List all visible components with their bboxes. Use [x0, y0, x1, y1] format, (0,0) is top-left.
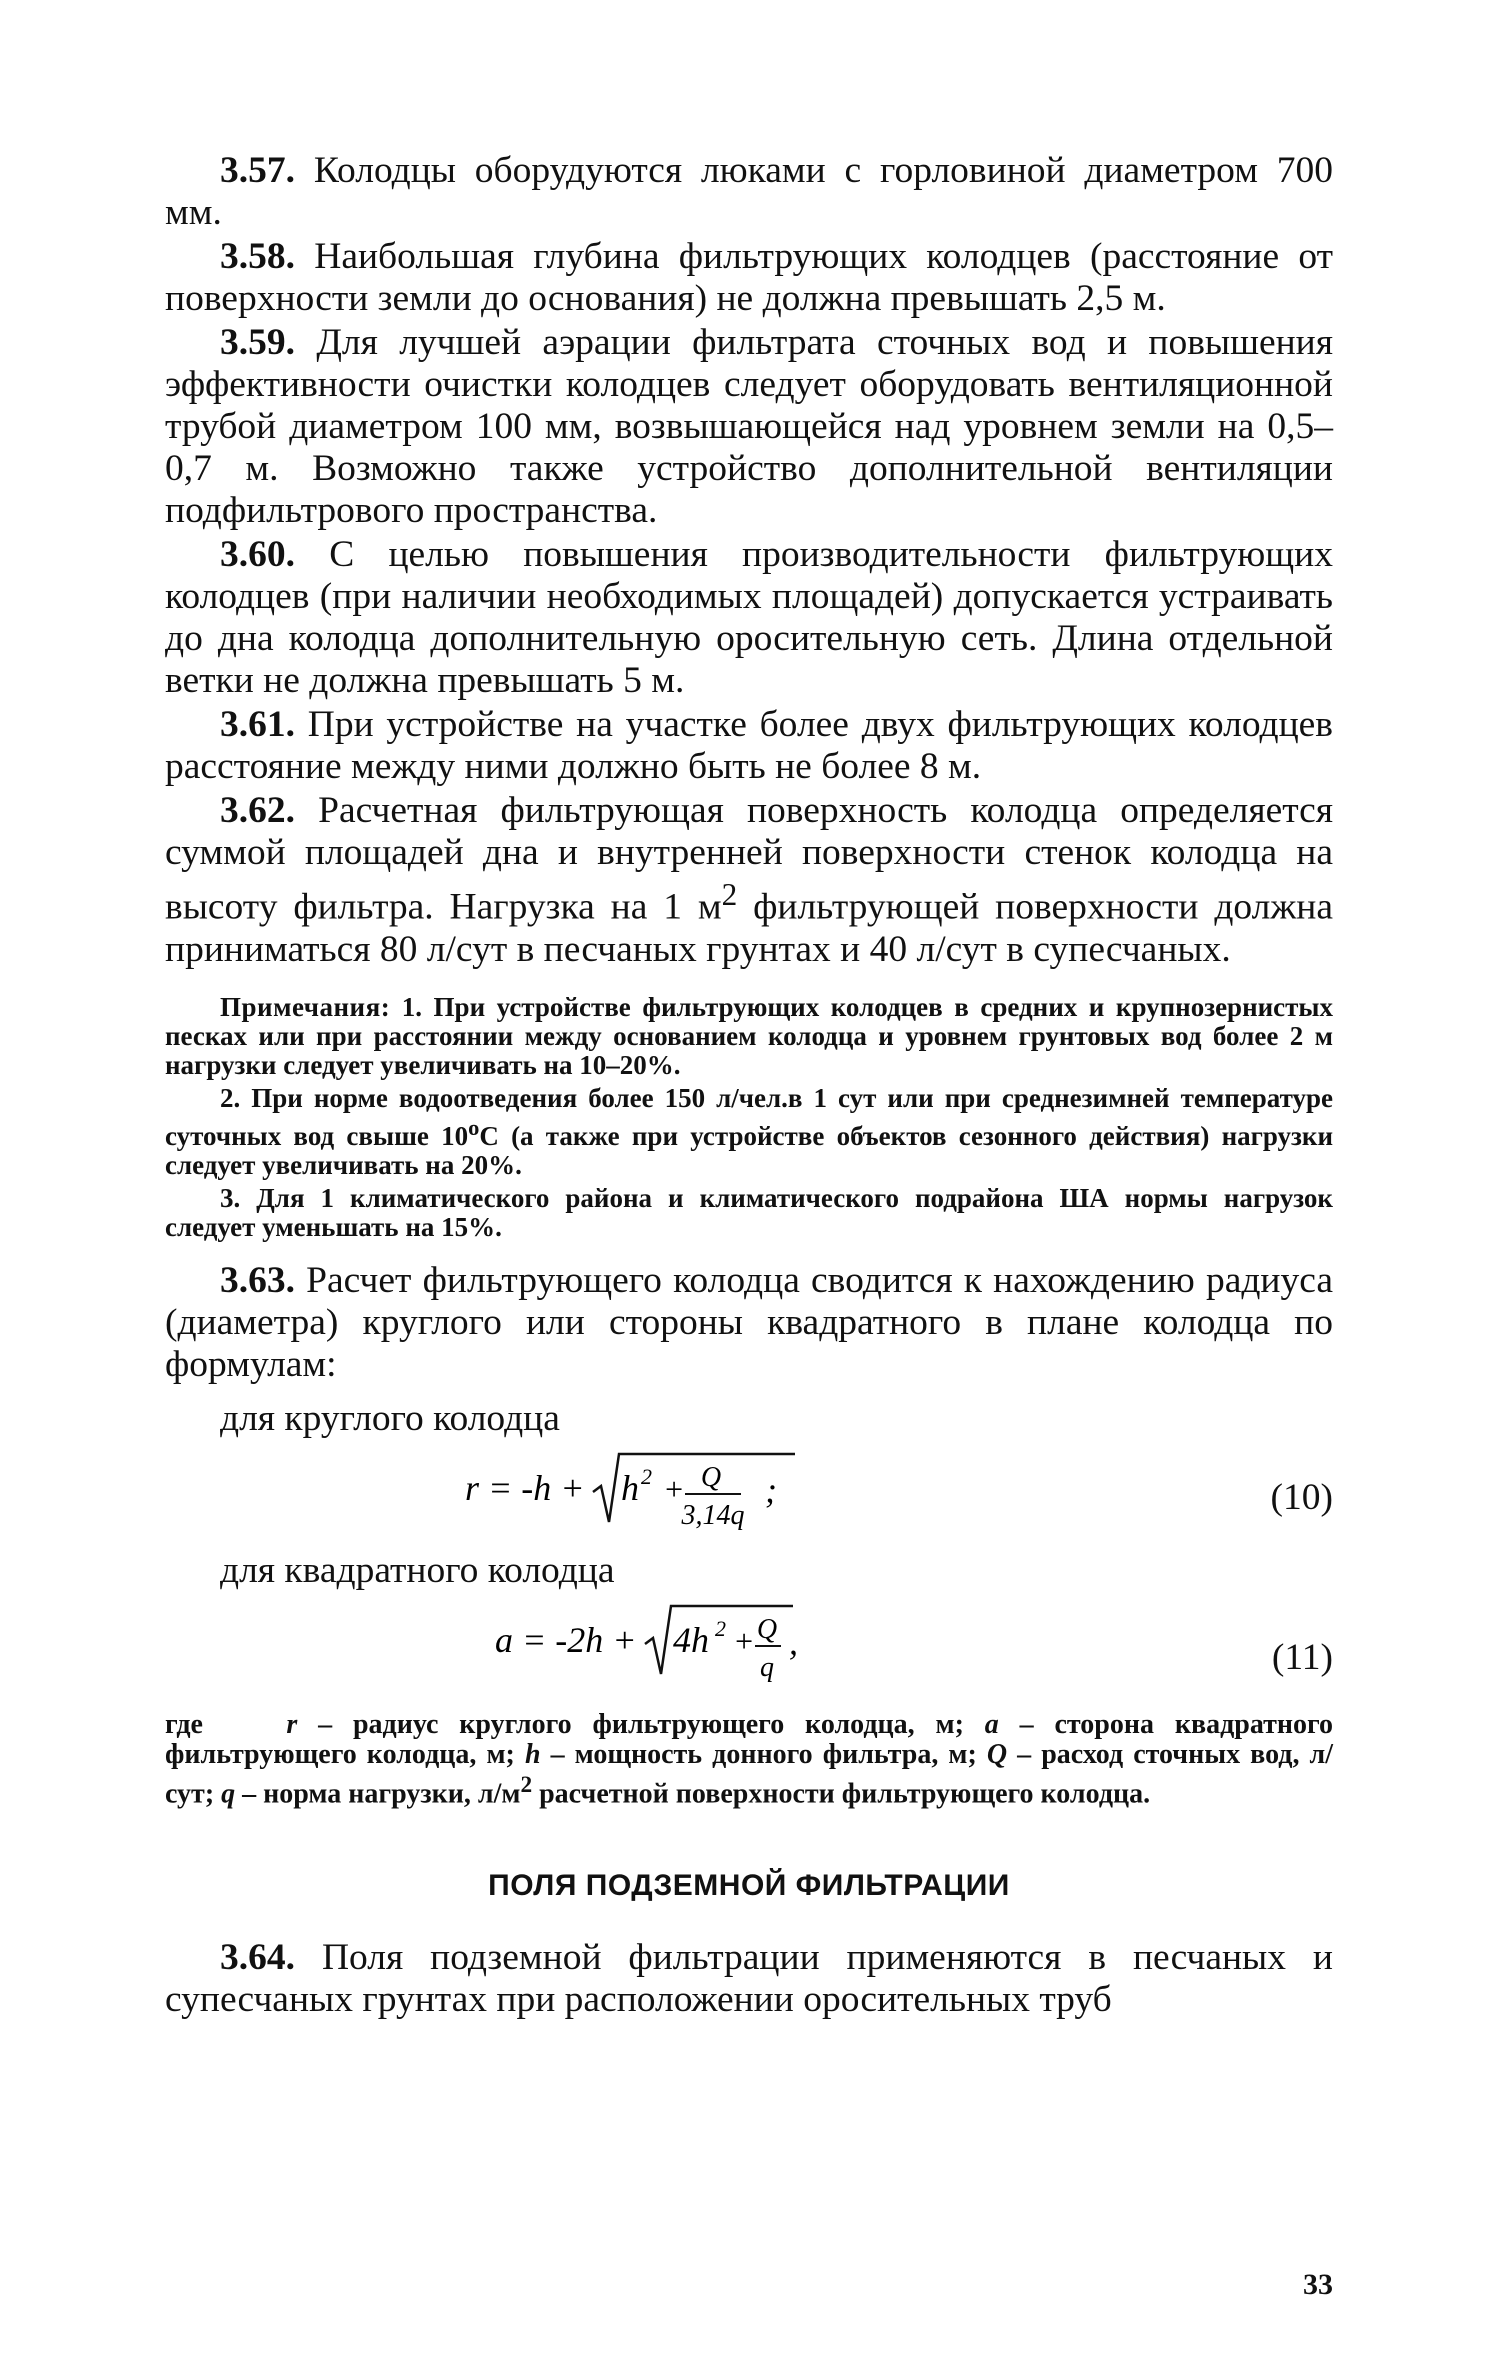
fraction-denominator: 3,14q	[681, 1499, 745, 1531]
paragraph-text: Расчетная фильтрующая поверхность колодца определяется суммой площадей дна и внутренней поверхности стенок колодца на высоту фильтра. Нагрузка на 1 м	[165, 790, 1334, 928]
paragraph-text: С целью повышения производительности фильтрующих колодцев (при наличии необходимых площадей) допускается устраивать до дна колодца дополнительную оросительную сеть. Длина отдельной ветки не должна превышать 5 м.	[165, 534, 1333, 701]
page-number: 33	[1303, 2268, 1333, 2301]
formula-punctuation: ;	[765, 1469, 777, 1510]
paragraph-3-63	[165, 1260, 1333, 1386]
paragraph-text: Поля подземной фильтрации применяются в песчаных и супесчаных грунтах при расположении оросительных труб	[165, 1936, 1333, 2020]
paragraph-text: Для лучшей аэрации фильтрата сточных вод и повышения эффективности очистки колодцев следует оборудовать вентиляционной трубой диаметром 100 мм, возвышающейся над уровнем земли на 0,5–0,7 м. Возможно также устройство дополнительной вентиляции подфильтрового пространства.	[165, 322, 1334, 531]
symbol-definitions	[165, 1710, 1333, 1809]
notes-heading: Примечания:	[220, 991, 391, 1022]
superscript: 2	[721, 877, 738, 912]
paragraph-number: 3.64.	[220, 1936, 295, 1978]
formula-11-label: для квадратного колодца	[220, 1549, 615, 1591]
paragraph-3-57	[165, 150, 1333, 234]
paragraph-number: 3.57.	[220, 150, 295, 191]
radicand-term: 4h	[673, 1619, 709, 1660]
symbol: a	[984, 1708, 999, 1740]
notes-block	[165, 993, 1333, 1242]
formula-lhs: a = -2h +	[495, 1619, 637, 1660]
paragraph-3-59	[165, 322, 1333, 532]
paragraph-3-58	[165, 236, 1333, 320]
fraction-numerator: Q	[700, 1461, 722, 1493]
symbol: Q	[986, 1738, 1008, 1770]
fraction-denominator: q	[760, 1651, 774, 1683]
paragraph-text: При устройстве на участке более двух фильтрующих колодцев расстояние между ними должно быть не более 8 м.	[165, 704, 1333, 787]
formula-10	[165, 1440, 1333, 1540]
formula-number: (10)	[1270, 1476, 1333, 1518]
formula-11-graphic	[495, 1592, 798, 1692]
note-1	[165, 993, 1333, 1080]
definition-text: – радиус круглого фильтрующего колодца, м;	[297, 1708, 964, 1740]
definition-text: – мощность донного фильтра, м;	[540, 1738, 977, 1770]
formula-11	[165, 1592, 1333, 1692]
note-text: 1. При устройстве фильтрующих колодцев в средних и крупнозернистых песках или при расстоянии между основанием колодца и уровнем грунтовых вод более 2 м нагрузки следует увеличивать на 10–20%.	[165, 991, 1334, 1080]
paragraph-text: фильтрующей поверхности должна приниматься 80 л/сут в песчаных грунтах и 40 л/сут в супесчаных.	[165, 886, 1333, 970]
fraction-numerator: Q	[756, 1613, 778, 1645]
paragraph-text: Колодцы оборудуются люками с горловиной диаметром 700 мм.	[165, 150, 1334, 233]
definition-text: расчетной поверхности фильтрующего колодца.	[532, 1777, 1151, 1809]
superscript: о	[468, 1114, 480, 1140]
symbol: h	[524, 1738, 541, 1770]
superscript: 2	[520, 1771, 533, 1798]
definition-text: – норма нагрузки, л/м	[235, 1777, 521, 1809]
formula-10-label: для круглого колодца	[220, 1397, 560, 1439]
definitions-lead: где	[165, 1708, 203, 1740]
note-text: С (а также при устройстве объектов сезонного действия) нагрузки следует увеличивать на 20%.	[165, 1120, 1334, 1180]
note-text: 3. Для 1 климатического района и климатического подрайона ША нормы нагрузок следует уменьшать на 15%.	[165, 1182, 1333, 1242]
paragraph-3-60	[165, 534, 1333, 702]
paragraph-3-62	[165, 790, 1333, 971]
radicand-term: h	[621, 1467, 639, 1508]
section-heading: ПОЛЯ ПОДЗЕМНОЙ ФИЛЬТРАЦИИ	[488, 1868, 1010, 1902]
formula-lhs: r = -h +	[465, 1467, 585, 1508]
paragraph-3-61	[165, 704, 1333, 788]
symbol: q	[221, 1777, 236, 1809]
formula-10-graphic	[465, 1440, 785, 1540]
note-2	[165, 1084, 1333, 1180]
note-text: 2. При норме водоотведения более 150 л/чел.в 1 сут или при среднезимней температуре суточных вод свыше 10	[165, 1082, 1333, 1151]
paragraph-number: 3.63.	[220, 1259, 295, 1301]
paragraph-number: 3.60.	[220, 534, 295, 575]
symbol: r	[286, 1708, 298, 1740]
exponent: 2	[715, 1615, 726, 1641]
paragraph-number: 3.58.	[220, 236, 295, 277]
paragraph-text: Наибольшая глубина фильтрующих колодцев (расстояние от поверхности земли до основания) не должна превышать 2,5 м.	[165, 236, 1334, 319]
paragraph-3-64	[165, 1937, 1333, 2021]
paragraph-number: 3.59.	[220, 322, 295, 363]
note-3	[165, 1184, 1333, 1242]
plus-sign: +	[733, 1622, 755, 1659]
formula-number: (11)	[1271, 1636, 1333, 1678]
paragraph-number: 3.61.	[220, 704, 295, 745]
exponent: 2	[641, 1463, 652, 1489]
page-body	[165, 150, 1333, 2023]
paragraph-text: Расчет фильтрующего колодца сводится к нахождению радиуса (диаметра) круглого или стороны квадратного в плане колодца по формулам:	[165, 1259, 1333, 1385]
formula-punctuation: ,	[789, 1621, 798, 1662]
definition-text: – сторона квадратного фильтрующего колодца, м;	[165, 1708, 1334, 1770]
definition-text: – расход сточных вод, л/сут;	[165, 1738, 1333, 1809]
paragraph-number: 3.62.	[220, 790, 295, 831]
plus-sign: +	[663, 1470, 685, 1507]
